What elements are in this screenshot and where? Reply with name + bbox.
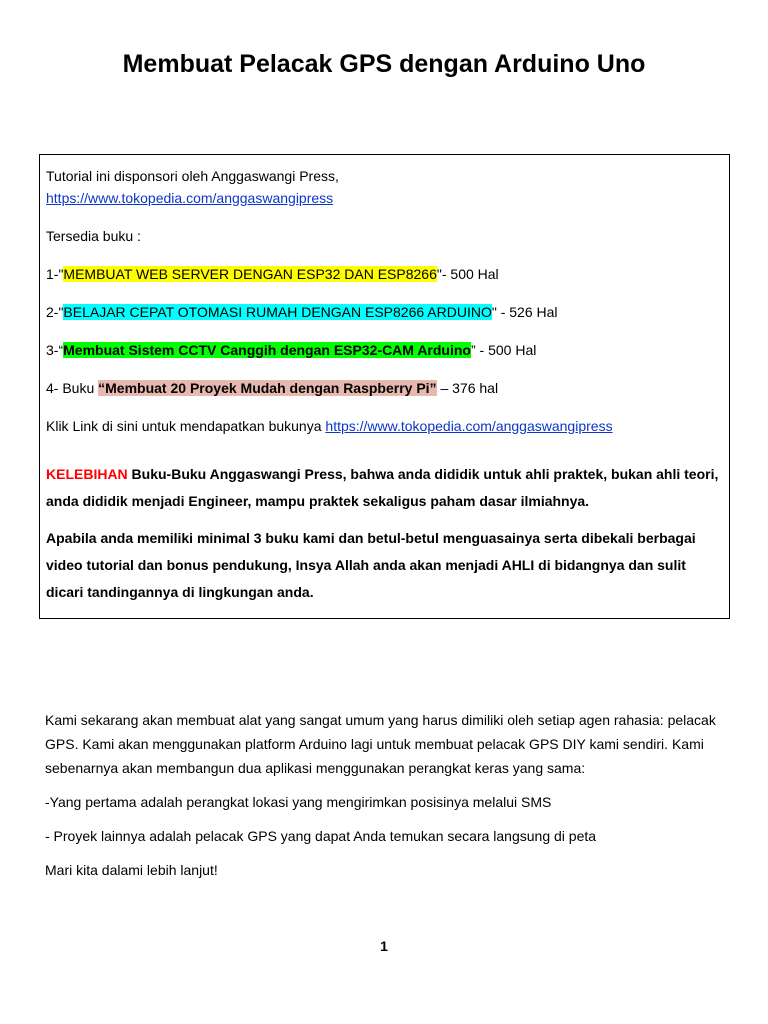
body-paragraph-1: Kami sekarang akan membuat alat yang sangat umum yang harus dimiliki oleh setiap agen rahasia: pelacak GPS. Kami akan menggunakan platform Arduino lagi untuk membuat pelacak GPS DIY kami sendiri. Kami sebenarnya akan membangun dua aplikasi menggunakan perangkat keras yang sama: — [45, 712, 716, 776]
sponsor-box — [39, 154, 730, 619]
book-2-suffix: " - 526 Hal — [491, 304, 558, 320]
book-item-4 — [46, 377, 723, 399]
book-1-title: MEMBUAT WEB SERVER DENGAN ESP32 DAN ESP8266 — [63, 266, 437, 282]
link-line-text: Klik Link di sini untuk mendapatkan bukunya — [46, 418, 326, 434]
sponsor-intro-text: Tutorial ini disponsori oleh Anggaswangi Press, — [46, 168, 339, 184]
book-3-suffix: ” - 500 Hal — [470, 342, 537, 358]
book-2-title: BELAJAR CEPAT OTOMASI RUMAH DENGAN ESP8266 ARDUINO — [63, 304, 492, 320]
closing-paragraph: Apabila anda memiliki minimal 3 buku kami dan betul-betul menguasainya serta dibekali berbagai video tutorial dan bonus pendukung, Insya Allah anda akan menjadi AHLI di bidangnya dan sulit dicari tandingannya di lingkungan anda. — [46, 530, 696, 600]
body-content — [45, 708, 735, 882]
sponsor-link[interactable]: https://www.tokopedia.com/anggaswangipress — [46, 190, 334, 206]
book-3-title: Membuat Sistem CCTV Canggih dengan ESP32-CAM Arduino — [63, 342, 471, 358]
available-books-label: Tersedia buku : — [46, 228, 141, 244]
book-3-prefix: 3-“ — [46, 342, 64, 358]
page-number: 1 — [380, 938, 388, 954]
book-4-prefix: 4- Buku — [46, 380, 99, 396]
body-paragraph-3: - Proyek lainnya adalah pelacak GPS yang dapat Anda temukan secara langsung di peta — [45, 828, 597, 844]
body-paragraph-2: -Yang pertama adalah perangkat lokasi yang mengirimkan posisinya melalui SMS — [45, 794, 552, 810]
book-1-prefix: 1-" — [46, 266, 64, 282]
book-item-1 — [46, 263, 723, 285]
book-2-prefix: 2-" — [46, 304, 64, 320]
advantage-paragraph — [46, 461, 723, 515]
link-line — [46, 415, 723, 437]
book-item-2 — [46, 301, 723, 323]
advantage-text: Buku-Buku Anggaswangi Press, bahwa anda dididik untuk ahli praktek, bukan ahli teori, anda dididik menjadi Engineer, mampu praktek sekaligus paham dasar ilmiahnya. — [46, 466, 719, 509]
page-title: Membuat Pelacak GPS dengan Arduino Uno — [122, 50, 646, 78]
body-paragraph-4: Mari kita dalami lebih lanjut! — [45, 862, 218, 878]
advantage-section — [46, 461, 723, 606]
shop-link[interactable]: https://www.tokopedia.com/anggaswangipress — [325, 418, 613, 434]
book-1-suffix: "- 500 Hal — [436, 266, 499, 282]
sponsor-intro — [46, 165, 723, 209]
book-4-suffix: – 376 hal — [436, 380, 499, 396]
advantage-label: KELEBIHAN — [46, 466, 128, 482]
book-4-title: “Membuat 20 Proyek Mudah dengan Raspberry Pi” — [98, 380, 437, 396]
book-item-3 — [46, 339, 723, 361]
